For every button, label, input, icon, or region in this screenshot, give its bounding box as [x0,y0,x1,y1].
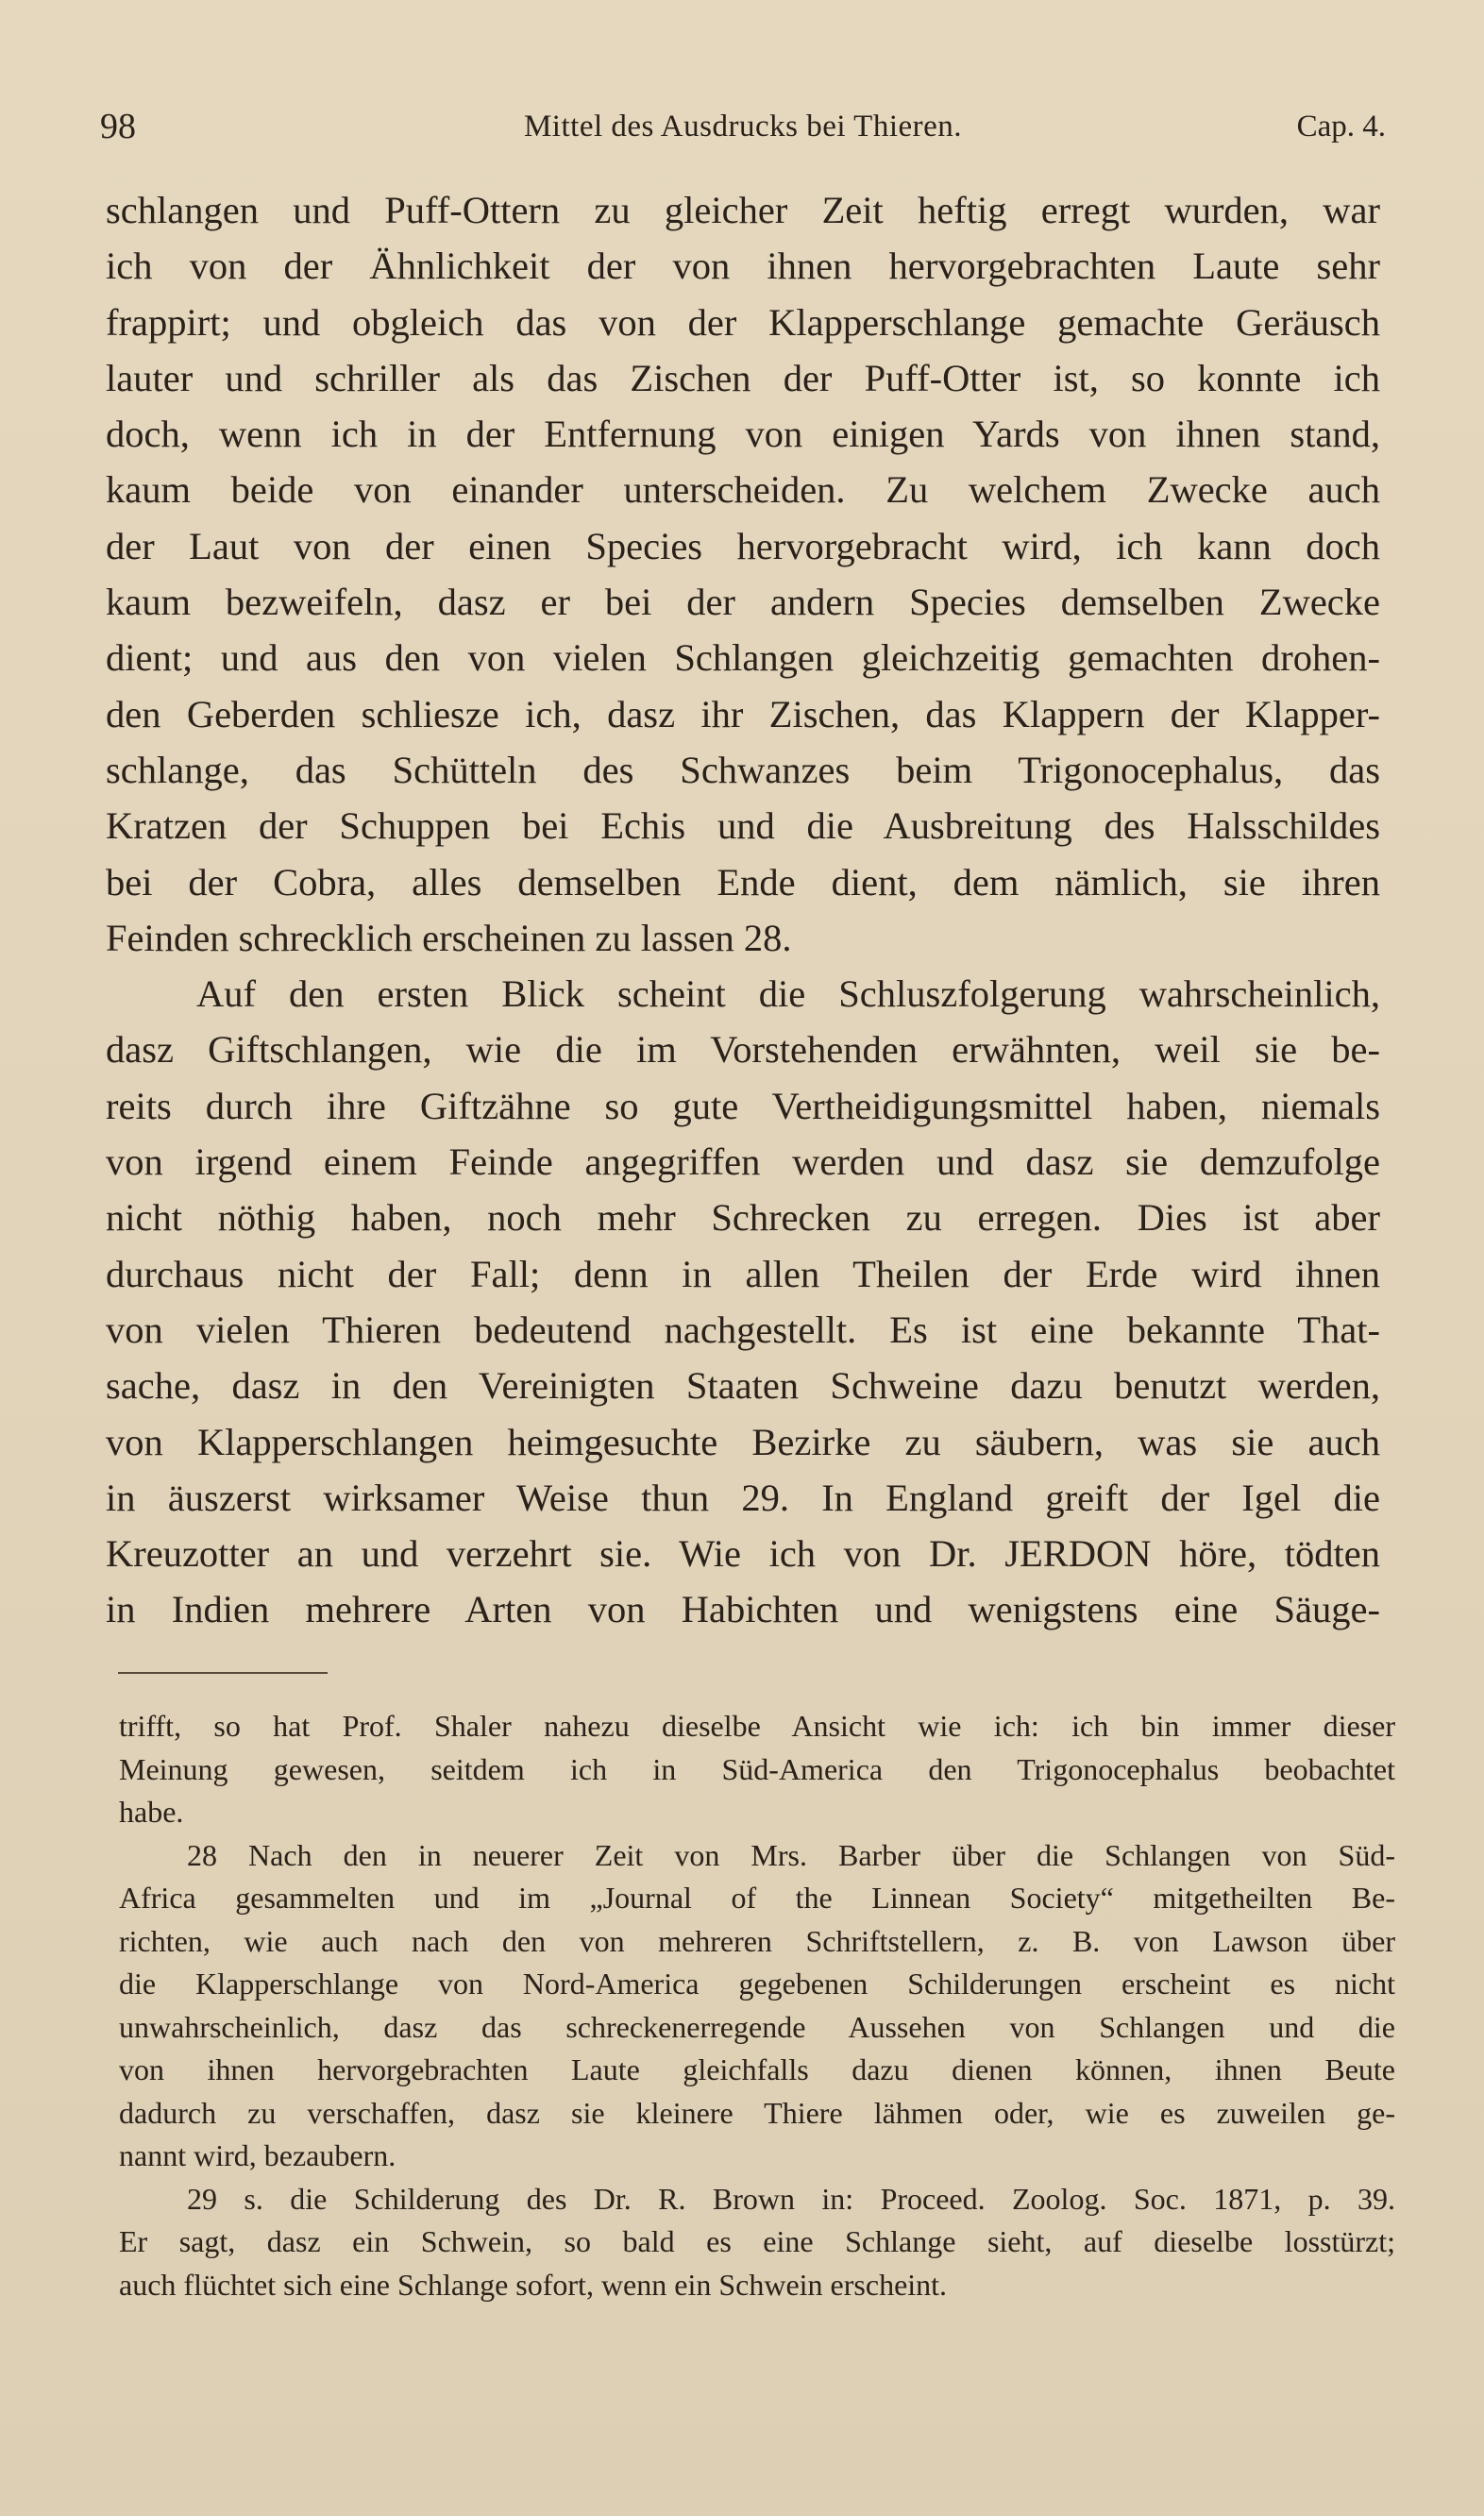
text-line: bei der Cobra, alles demselben Ende dient, dem nämlich, sie ihren [106,860,1380,903]
footnote-line: Africa gesammelten und im „Journal of the Linnean Society“ mitgetheilten Be- [119,1881,1395,1915]
text-line: den Geberden schliesze ich, dasz ihr Zischen, das Klappern der Klapper- [106,692,1380,735]
footnote-line: auch flüchtet sich eine Schlange sofort, wenn ein Schwein erscheint. [119,2267,948,2302]
text-line: Kratzen der Schuppen bei Echis und die Ausbreitung des Halsschildes [106,804,1380,848]
footnote-line: habe. [119,1795,184,1829]
text-line: doch, wenn ich in der Entfernung von einigen Yards von ihnen stand, [106,413,1380,456]
text-line: reits durch ihre Giftzähne so gute Vertheidigungsmittel haben, niemals [106,1084,1380,1127]
text-line: durchaus nicht der Fall; denn in allen Theilen der Erde wird ihnen [106,1252,1380,1295]
text-line: von vielen Thieren bedeutend nachgestellt. Es ist eine bekannte That- [106,1308,1380,1351]
text-line: sache, dasz in den Vereinigten Staaten Schweine dazu benutzt werden, [106,1364,1380,1408]
chapter-label: Cap. 4. [1296,110,1386,144]
running-title: Mittel des Ausdrucks bei Thieren. [523,110,963,144]
footnote-line: die Klapperschlange von Nord-America gegebenen Schilderungen erscheint es nicht [119,1967,1395,2001]
text-line: kaum beide von einander unterscheiden. Zu welchem Zwecke auch [106,468,1380,512]
page-number: 98 [100,107,136,146]
footnote-line: trifft, so hat Prof. Shaler nahezu dieselbe Ansicht wie ich: ich bin immer dieser [119,1709,1395,1743]
footnote-line: Meinung gewesen, seitdem ich in Süd-America den Trigonocephalus beobachtet [119,1751,1395,1786]
footnote-divider [118,1672,328,1674]
footnote-line: richten, wie auch nach den von mehreren Schriftstellern, z. B. von Lawson über [119,1923,1395,1958]
text-line: kaum bezweifeln, dasz er bei der andern Species demselben Zwecke [106,581,1380,624]
text-line: frappirt; und obgleich das von der Klapperschlange gemachte Geräusch [106,300,1380,344]
text-line: schlangen und Puff-Ottern zu gleicher Zeit heftig erregt wurden, war [106,189,1380,231]
text-line: dasz Giftschlangen, wie die im Vorstehenden erwähnten, weil sie be- [106,1028,1380,1072]
text-line: lauter und schriller als das Zischen der Puff-Otter ist, so konnte ich [106,356,1380,399]
footnote-29: 29 s. die Schilderung des Dr. R. Brown in: Proceed. Zoolog. Soc. 1871, p. 39. [187,2181,1395,2216]
text-line: in äuszerst wirksamer Weise thun 29. In England greift der Igel die [106,1476,1380,1519]
text-line: nicht nöthig haben, noch mehr Schrecken zu erregen. Dies ist aber [106,1196,1380,1240]
text-line: ich von der Ähnlichkeit der von ihnen hervorgebrachten Laute sehr [106,245,1380,288]
text-line: dient; und aus den von vielen Schlangen gleichzeitig gemachten drohen- [106,636,1380,680]
text-line: Kreuzotter an und verzehrt sie. Wie ich von Dr. JERDON höre, tödten [106,1532,1380,1576]
footnote-line: dadurch zu verschaffen, dasz sie kleinere Thiere lähmen oder, wie es zuweilen ge- [119,2095,1395,2130]
text-line: Feinden schrecklich erscheinen zu lassen 28. [106,916,792,959]
footnote-line: unwahrscheinlich, dasz das schreckenerregende Aussehen von Schlangen und die [119,2009,1395,2044]
footnote-line: Er sagt, dasz ein Schwein, so bald es eine Schlange sieht, auf dieselbe losstürzt; [119,2224,1395,2258]
text-line: Auf den ersten Blick scheint die Schluszfolgerung wahrscheinlich, [196,972,1380,1016]
footnotes [119,1705,1395,2306]
text-line: von irgend einem Feinde angegriffen werden und dasz sie demzufolge [106,1140,1380,1184]
footnote-line: nannt wird, bezaubern. [119,2138,396,2172]
text-line: von Klapperschlangen heimgesuchte Bezirke zu säubern, was sie auch [106,1420,1380,1463]
main-text [106,182,1380,1638]
text-line: in Indien mehrere Arten von Habichten und wenigstens eine Säuge- [106,1588,1380,1631]
running-header [100,98,1386,155]
text-line: schlange, das Schütteln des Schwanzes beim Trigonocephalus, das [106,748,1380,791]
text-line: der Laut von der einen Species hervorgebracht wird, ich kann doch [106,524,1380,567]
footnote-line: von ihnen hervorgebrachten Laute gleichfalls dazu dienen können, ihnen Beute [119,2052,1395,2086]
footnote-28: 28 Nach den in neuerer Zeit von Mrs. Barber über die Schlangen von Süd- [187,1837,1395,1872]
